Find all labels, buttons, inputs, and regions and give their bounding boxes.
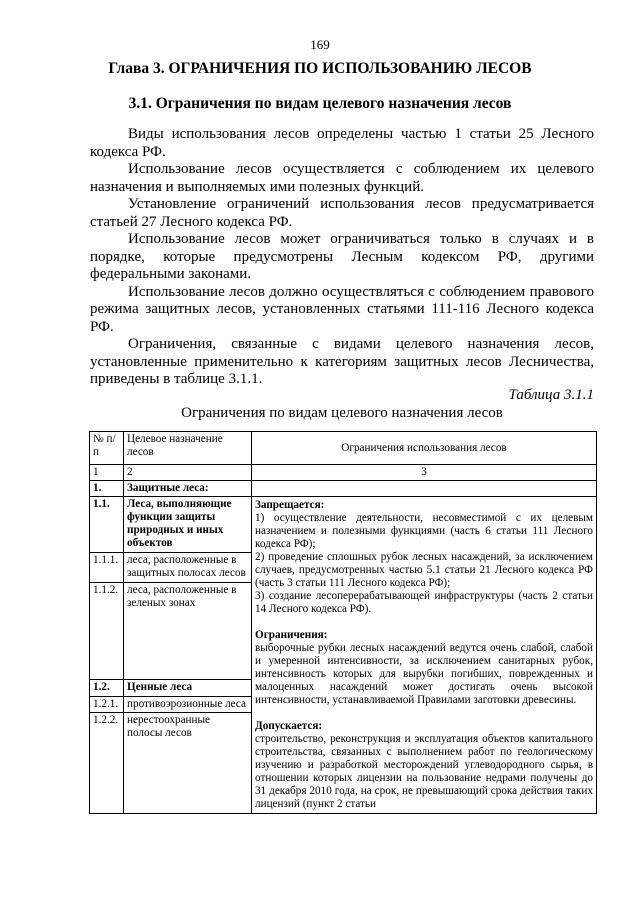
paragraph: Использование лесов может ограничиваться только в случаях и в порядке, которые предусмотрены Лесным кодексом РФ, другими федеральными законами. xyxy=(90,231,594,282)
paragraph: Установление ограничений использования лесов предусматривается статьей 27 Лесного кодекса РФ. xyxy=(90,196,594,230)
header-cell-restrictions: Ограничения использования лесов xyxy=(252,432,597,465)
allowed-text: строительство, реконструкция и эксплуатация объектов капитального строительства, связанных с выполнением работ по геологическому изучению и разработкой месторождений углеводородного сырья, в отношении которых лицензии на пользование недрами получены до 31 декабря 2010 года, на срок, не превышающий срока действия таких лицензий (пункт 2 статьи xyxy=(255,733,593,810)
table-label: Таблица 3.1.1 xyxy=(508,387,594,403)
chapter-title: Глава 3. ОГРАНИЧЕНИЯ ПО ИСПОЛЬЗОВАНИЮ ЛЕСОВ xyxy=(108,60,532,77)
column-number: 2 xyxy=(124,465,252,481)
row-num: 1. xyxy=(90,481,124,497)
table-header-row xyxy=(90,432,597,465)
header-cell-num: № п/п xyxy=(90,432,124,465)
empty-cell xyxy=(252,481,597,497)
allowed-label: Допускается: xyxy=(255,720,323,732)
row-name: Леса, выполняющие функции защиты природных и иных объектов xyxy=(124,497,252,553)
row-num: 1.2.1. xyxy=(90,696,124,712)
paragraph: Использование лесов должно осуществляться с соблюдением правового режима защитных лесов, установленных статьями 111-116 Лесного кодекса РФ. xyxy=(90,283,594,335)
row-name: Ценные леса xyxy=(124,680,252,696)
header-cell-purpose: Целевое назначение лесов xyxy=(124,432,252,465)
limits-label: Ограничения: xyxy=(255,629,328,641)
column-number: 3 xyxy=(252,465,597,481)
paragraph: Ограничения, связанные с видами целевого назначения лесов, установленные применительно к категориям защитных лесов Лесничества, приведены в таблице 3.1.1. xyxy=(90,336,594,387)
prohibited-item: 1) осуществление деятельности, несовместимой с их целевым назначением и полезными функциями (часть 6 статьи 111 Лесного кодекса РФ); xyxy=(255,512,593,550)
row-name: Защитные леса: xyxy=(124,481,252,497)
table-row xyxy=(90,497,597,553)
limits-text: выборочные рубки лесных насаждений ведутся очень слабой, слабой и умеренной интенсивности, за исключением санитарных рубок, интенсивность которых для вырубки погибших, поврежденных и малоценных насаждений может достигать очень высокой интенсивности, устанавливаемой Правилами заготовки древесины. xyxy=(255,642,593,706)
body-text xyxy=(90,126,594,389)
prohibited-label: Запрещается: xyxy=(255,499,325,511)
section-title: 3.1. Ограничения по видам целевого назначения лесов xyxy=(128,95,512,112)
row-name: нерестоохранные полосы лесов xyxy=(124,713,252,814)
paragraph: Использование лесов осуществляется с соблюдением их целевого назначения и выполняемых ими полезных функций. xyxy=(90,161,594,195)
row-name: леса, расположенные в зеленых зонах xyxy=(124,583,252,680)
column-number: 1 xyxy=(90,465,124,481)
row-num: 1.1. xyxy=(90,497,124,553)
row-num: 1.2. xyxy=(90,680,124,696)
restrictions-cell xyxy=(252,497,597,814)
paragraph: Виды использования лесов определены частью 1 статьи 25 Лесного кодекса РФ. xyxy=(90,126,594,160)
prohibited-item: 2) проведение сплошных рубок лесных насаждений, за исключением случаев, предусмотренных частью 5.1 статьи 21 Лесного кодекса РФ (часть 3 статьи 111 Лесного кодекса РФ); xyxy=(255,551,593,589)
row-num: 1.2.2. xyxy=(90,713,124,814)
restrictions-table xyxy=(89,431,597,814)
page-number: 169 xyxy=(310,37,330,52)
prohibited-item: 3) создание лесоперерабатывающей инфраструктуры (часть 2 статьи 14 Лесного кодекса РФ). xyxy=(255,590,593,615)
row-num: 1.1.2. xyxy=(90,583,124,680)
column-number-row xyxy=(90,465,597,481)
row-name: леса, расположенные в защитных полосах лесов xyxy=(124,553,252,583)
row-num: 1.1.1. xyxy=(90,553,124,583)
row-name: противоэрозионные леса xyxy=(124,696,252,712)
table-row xyxy=(90,481,597,497)
table-title: Ограничения по видам целевого назначения лесов xyxy=(181,405,503,421)
